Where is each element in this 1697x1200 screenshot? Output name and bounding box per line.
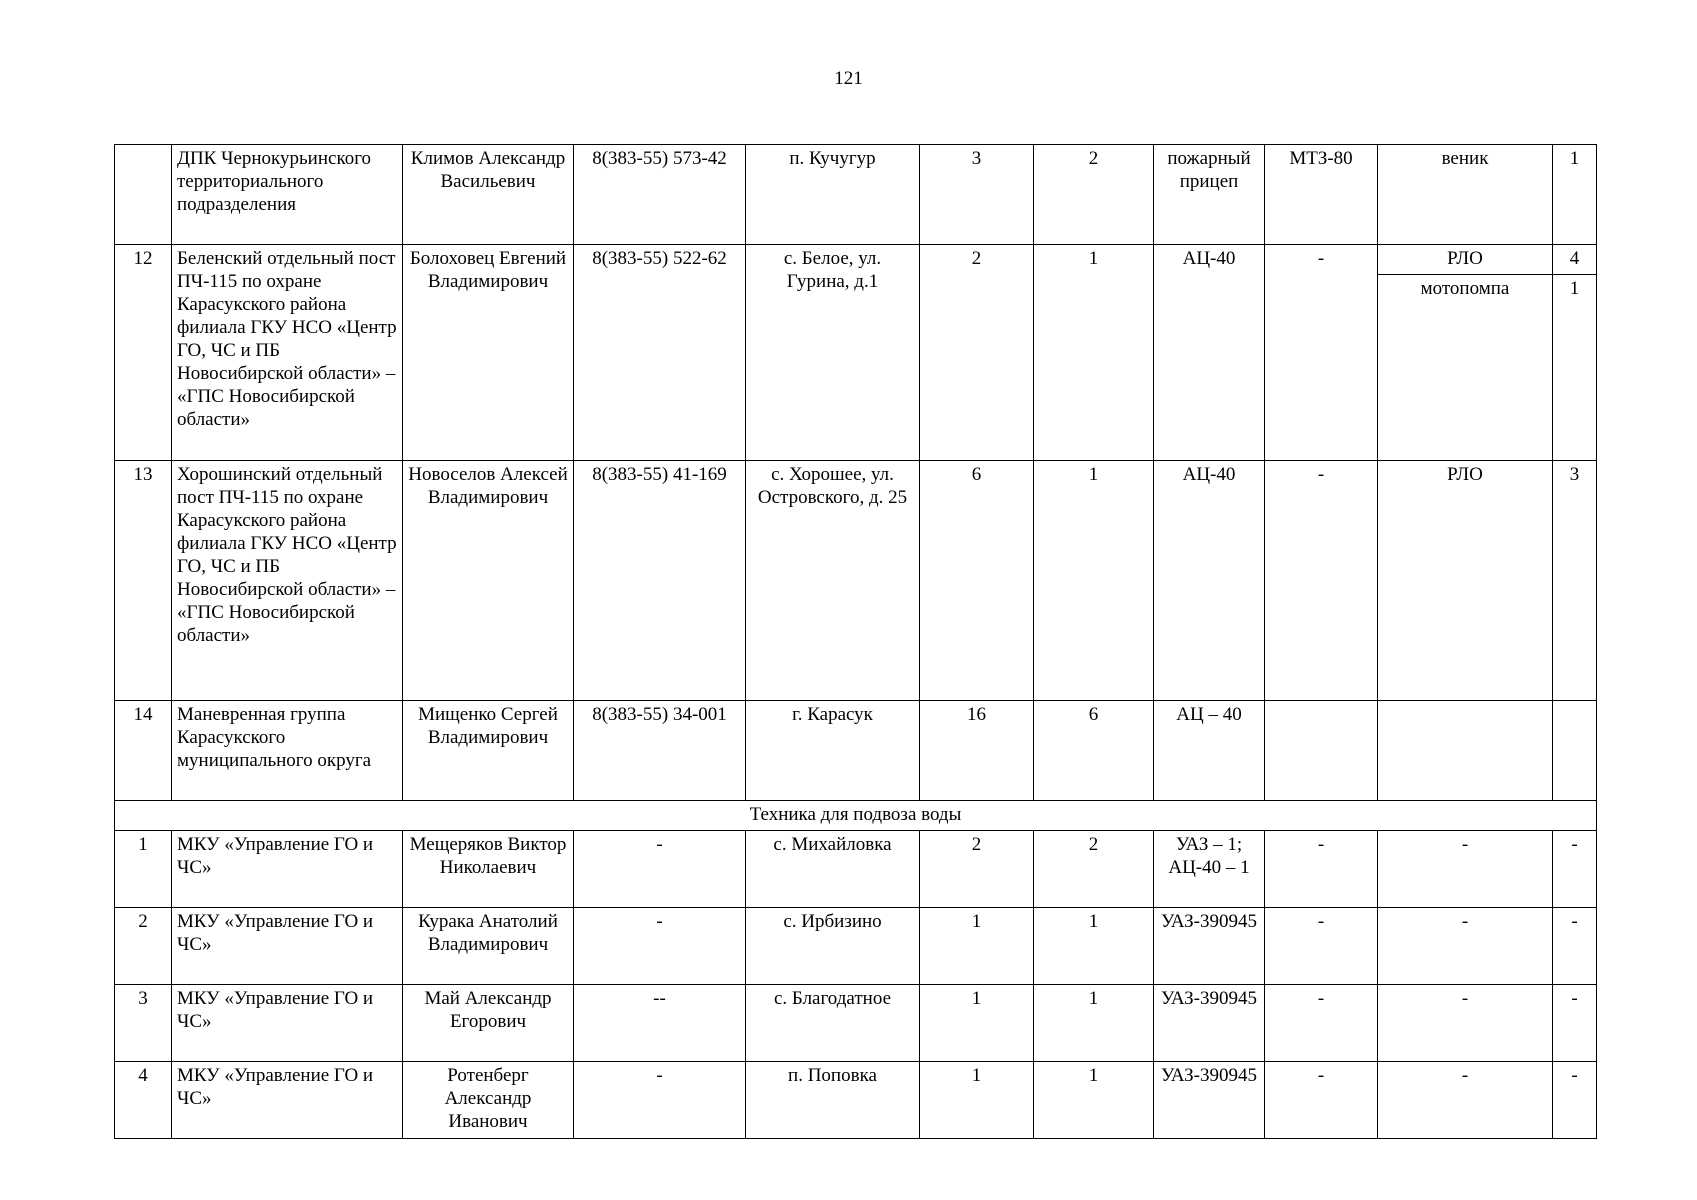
table-row — [115, 461, 1597, 701]
cell-person: Май Александр Егорович — [403, 985, 574, 1062]
cell-col8: - — [1265, 985, 1378, 1062]
cell-num: 2 — [115, 908, 172, 985]
cell-org: Беленский отдельный пост ПЧ-115 по охране Карасукского района филиала ГКУ НСО «Центр ГО, ЧС и ПБ Новосибирской области» – «ГПС Новосибирской области» — [172, 245, 403, 461]
cell-org: МКУ «Управление ГО и ЧС» — [172, 985, 403, 1062]
cell-num — [115, 145, 172, 245]
table-row — [115, 1062, 1597, 1139]
cell-num: 12 — [115, 245, 172, 461]
cell-num: 13 — [115, 461, 172, 701]
cell-qty: - — [1553, 908, 1597, 985]
cell-phone: 8(383-55) 522-62 — [574, 245, 746, 461]
cell-equipment: мотопомпа — [1378, 275, 1553, 461]
cell-col5: 1 — [920, 985, 1034, 1062]
cell-num: 1 — [115, 831, 172, 908]
cell-vehicle: УАЗ-390945 — [1154, 1062, 1265, 1139]
table-row — [115, 908, 1597, 985]
section-row — [115, 801, 1597, 831]
cell-person: Климов Александр Васильевич — [403, 145, 574, 245]
cell-phone: 8(383-55) 573-42 — [574, 145, 746, 245]
cell-location: с. Белое, ул. Гурина, д.1 — [746, 245, 920, 461]
cell-qty: 3 — [1553, 461, 1597, 701]
cell-col5: 2 — [920, 245, 1034, 461]
cell-location: п. Кучугур — [746, 145, 920, 245]
cell-vehicle: АЦ-40 — [1154, 245, 1265, 461]
cell-person: Болоховец Евгений Владимирович — [403, 245, 574, 461]
cell-vehicle: АЦ-40 — [1154, 461, 1265, 701]
cell-equipment: - — [1378, 1062, 1553, 1139]
cell-org: МКУ «Управление ГО и ЧС» — [172, 908, 403, 985]
cell-num: 4 — [115, 1062, 172, 1139]
cell-location: с. Хорошее, ул. Островского, д. 25 — [746, 461, 920, 701]
cell-equipment: - — [1378, 831, 1553, 908]
cell-vehicle: АЦ – 40 — [1154, 701, 1265, 801]
cell-equipment: - — [1378, 908, 1553, 985]
cell-col5: 1 — [920, 908, 1034, 985]
cell-qty: 1 — [1553, 145, 1597, 245]
cell-qty: 4 — [1553, 245, 1597, 275]
cell-col5: 16 — [920, 701, 1034, 801]
cell-equipment: - — [1378, 985, 1553, 1062]
cell-num: 3 — [115, 985, 172, 1062]
cell-person: Новоселов Алексей Владимирович — [403, 461, 574, 701]
cell-col8 — [1265, 701, 1378, 801]
cell-qty: - — [1553, 1062, 1597, 1139]
cell-equipment: веник — [1378, 145, 1553, 245]
cell-phone: -- — [574, 985, 746, 1062]
cell-num: 14 — [115, 701, 172, 801]
cell-phone: 8(383-55) 41-169 — [574, 461, 746, 701]
cell-col8: - — [1265, 461, 1378, 701]
cell-equipment — [1378, 701, 1553, 801]
cell-location: п. Поповка — [746, 1062, 920, 1139]
cell-phone: - — [574, 1062, 746, 1139]
resources-table — [114, 144, 1597, 1139]
cell-col5: 1 — [920, 1062, 1034, 1139]
table-row — [115, 701, 1597, 801]
cell-col6: 1 — [1034, 1062, 1154, 1139]
cell-location: с. Михайловка — [746, 831, 920, 908]
cell-person: Мещеряков Виктор Николаевич — [403, 831, 574, 908]
cell-vehicle: УАЗ-390945 — [1154, 908, 1265, 985]
cell-vehicle: УАЗ-390945 — [1154, 985, 1265, 1062]
cell-col6: 1 — [1034, 461, 1154, 701]
cell-org: Хорошинский отдельный пост ПЧ-115 по охране Карасукского района филиала ГКУ НСО «Центр ГО, ЧС и ПБ Новосибирской области» – «ГПС Новосибирской области» — [172, 461, 403, 701]
cell-phone: 8(383-55) 34-001 — [574, 701, 746, 801]
cell-location: г. Карасук — [746, 701, 920, 801]
cell-equipment: РЛО — [1378, 245, 1553, 275]
cell-col8: - — [1265, 908, 1378, 985]
cell-qty: 1 — [1553, 275, 1597, 461]
cell-org: ДПК Чернокурьинского территориального подразделения — [172, 145, 403, 245]
cell-equipment: РЛО — [1378, 461, 1553, 701]
cell-vehicle: пожарный прицеп — [1154, 145, 1265, 245]
cell-col5: 6 — [920, 461, 1034, 701]
cell-location: с. Ирбизино — [746, 908, 920, 985]
table-row — [115, 985, 1597, 1062]
cell-col6: 1 — [1034, 245, 1154, 461]
table-row — [115, 831, 1597, 908]
cell-person: Курака Анатолий Владимирович — [403, 908, 574, 985]
cell-org: МКУ «Управление ГО и ЧС» — [172, 1062, 403, 1139]
cell-col5: 2 — [920, 831, 1034, 908]
cell-org: Маневренная группа Карасукского муниципального округа — [172, 701, 403, 801]
cell-vehicle: УАЗ – 1; АЦ-40 – 1 — [1154, 831, 1265, 908]
table-row — [115, 145, 1597, 245]
cell-col8: - — [1265, 1062, 1378, 1139]
cell-col6: 1 — [1034, 908, 1154, 985]
cell-person: Мищенко Сергей Владимирович — [403, 701, 574, 801]
cell-phone: - — [574, 908, 746, 985]
cell-col5: 3 — [920, 145, 1034, 245]
cell-location: с. Благодатное — [746, 985, 920, 1062]
section-title: Техника для подвоза воды — [115, 801, 1597, 831]
cell-col6: 2 — [1034, 145, 1154, 245]
cell-qty: - — [1553, 831, 1597, 908]
cell-org: МКУ «Управление ГО и ЧС» — [172, 831, 403, 908]
cell-qty: - — [1553, 985, 1597, 1062]
cell-person: Ротенберг Александр Иванович — [403, 1062, 574, 1139]
cell-col8: - — [1265, 245, 1378, 461]
page-number: 121 — [834, 68, 863, 89]
cell-col8: - — [1265, 831, 1378, 908]
cell-col8: МТЗ-80 — [1265, 145, 1378, 245]
cell-phone: - — [574, 831, 746, 908]
cell-col6: 2 — [1034, 831, 1154, 908]
cell-col6: 1 — [1034, 985, 1154, 1062]
table-row — [115, 245, 1597, 275]
cell-qty — [1553, 701, 1597, 801]
cell-col6: 6 — [1034, 701, 1154, 801]
